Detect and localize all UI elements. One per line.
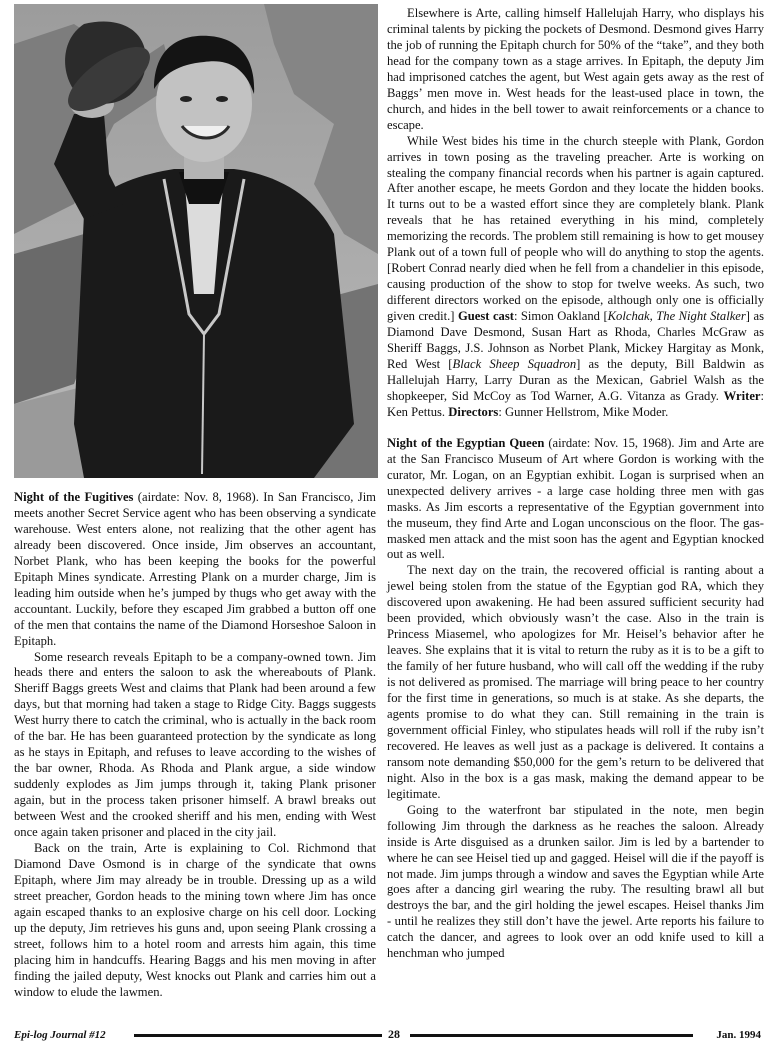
article-paragraph: Night of the Egyptian Queen (airdate: Nov. 15, 1968). Jim and Arte are at the San Francisco Museum of Art where Gordon is working with the curator, Mr. Logan, on an Egyptian exhibit. Logan is surprised when an unexpected delivery arrives - a large case holding three men with gas masks. As Jim escorts a representative of the Egyptian government into the museum, they find Arte and Logan unconscious on the floor. The gas-masked men attack and the mist soon has the agent and Egyptian knocked out as well. — [387, 435, 764, 562]
article-paragraph: Going to the waterfront bar stipulated in the note, men begin following Jim through the darkness as he reaches the saloon. Already inside is Arte disguised as a drunken sailor. Jim is led by a bartender to where he can see Heisel tied up and gagged. Heisel will die if the payoff is not made. Jim jumps through a window and saves the Egyptian while Arte goes after a dancing girl wearing the ruby. The resulting brawl all but destroys the bar, and the girl holding the jewel escapes. Heisel thanks Jim - until he realizes they still don’t have the jewel. Arte reports his failure to catch the dancer, and agrees to look over an odd knife used to kill a henchman who jumped — [387, 802, 764, 961]
credits-label: Writer — [723, 388, 761, 403]
page-number: 28 — [388, 1027, 400, 1041]
paragraph-gap — [387, 421, 764, 436]
footer-rule — [134, 1034, 382, 1037]
article-paragraph: Elsewhere is Arte, calling himself Hallelujah Harry, who displays his criminal talents by picking the pockets of Desmond. Desmond gives Harry the job of running the Epitaph church for 50% of the “take”, and they both head for the company town as a stage arrives. In Epitaph, the deputy Jim had imprisoned catches the agent, but West again gets away as the rest of Baggs’ men move in. West heads for the least-used place in town, the church, and hides in the bell tower to await reinforcements or a chance to escape. — [387, 6, 764, 132]
article-paragraph: The next day on the train, the recovered official is ranting about a jewel being stolen from the statue of the Egyptian god RA, which they discovered upon awakening. He had been assured sufficient security had been provided, which obviously wasn’t the case. Also in the train is Princess Miasemel, who apologizes for Mr. Heisel’s behavior after he leaves. She explains that it is vital to return the ruby as it is to be a gift to the family of her future husband, who will call off the wedding if the ruby is not delivered as promised. The marriage will bring peace to her country for the first time in generations, so much is at stake. As she departs, the agents promise to do what they can. Still remaining in the train is government official Finley, who stipulates heads will roll if the ruby isn’t recovered. He leaves as well just as a package is delivered. It contains a ransom note demanding $50,000 for the gem’s return to be delivered that night. Also in the box is a gas mask, making the demand appear to be legitimate. — [387, 563, 764, 801]
show-title: Black Sheep Squadron — [452, 356, 577, 371]
article-paragraph: Night of the Fugitives (airdate: Nov. 8, 1968). In San Francisco, Jim meets another Secret Service agent who has been observing a syndicate warehouse. West enters alone, not realizing that the other agent has already been discovered. Once inside, Jim observes an accountant, Norbet Plank, who has been keeping the books for the powerful Epitaph Mines syndicate. Arresting Plank on a murder charge, Jim is leading him outside when he’s jumped by thugs who get away with the accountant. Luckily, before they escaped Jim grabbed a button off one of the men that contains the name of the Diamond Horseshoe Saloon in Epitaph. — [14, 490, 376, 648]
episode-title: Night of the Fugitives — [14, 490, 134, 504]
article-paragraph: While West bides his time in the church steeple with Plank, Gordon arrives in town posing as the traveling preacher. Arte is working on stealing the company financial records when his partner is again captured. After another escape, he meets Gordon and they locate the hidden books. It turns out to be a wasted effort since they are completely blank. Plank reveals that he has retained everything in his mind, completely memorizing the records. The problem still remaining is how to get mousey Plank out of a town full of people who will do anything to stop the agents. [Robert Conrad nearly died when he fell from a chandelier in this episode, causing production of the show to stop for twelve weeks. As such, two different directors worked on the episode, although only one is officially given credit.] Guest cast: Simon Oakland [Kolchak, The Night Stalker] as Diamond Dave Desmond, Susan Hart as Rhoda, Charles McGraw as Sheriff Baggs, J.S. Johnson as Norbet Plank, Mickey Hargitay as Monk, Red West [Black Sheep Squadron] as the deputy, Bill Baldwin as Hallelujah Harry, Larry Duran as the Mexican, Gabriel Walsh as the shopkeeper, Sid McCoy as Tod Warner, A.G. Vitanza as Grady. Writer: Ken Pettus. Directors: Gunner Hellstrom, Mike Moder. — [387, 133, 764, 419]
episode-title: Night of the Egyptian Queen — [387, 435, 545, 450]
left-column — [14, 490, 376, 1001]
right-column — [387, 6, 764, 962]
show-title: Kolchak, The Night Stalker — [607, 309, 746, 324]
portrait-photo-icon — [14, 4, 378, 478]
article-paragraph: Back on the train, Arte is explaining to Col. Richmond that Diamond Dave Osmond is in charge of the syndicate that owns Epitaph, where Jim may already be in trouble. Dressing up as a wild street preacher, Gordon heads to the mining town where Jim has once again escaped thanks to an explosive charge on his cell door. Locking up the deputy, Jim retrieves his guns and, upon seeing Plank crossing a street, follows him to a hotel room and arrests him again, this time placing him in handcuffs. Hearing Baggs and his men moving in after finding the jailed deputy, West knocks out Plank and carries him out a window to elude the lawmen. — [14, 840, 376, 999]
article-paragraph: Some research reveals Epitaph to be a company-owned town. Jim heads there and enters the saloon to ask the whereabouts of Plank. Sheriff Baggs greets West and claims that Plank had been around a few days, but that morning had taken a stage to Ridge City. Baggs suggests West hurry there to catch the criminal, who is actually in the back room of the bar. He has been guaranteed protection by the syndicate as long as he stays in Epitaph, and refuses to leave according to the wishes of the bar owner, Rhoda. As Rhoda and Plank argue, a side window suddenly explodes as Jim jumps through it, taking Plank prisoner again, but in the process taken prisoner himself. A brawl breaks out between West and the crooked sheriff and his men, ending with West once again taken prisoner and placed in the city jail. — [14, 649, 376, 840]
portrait-photo — [14, 4, 378, 478]
footer-rule — [410, 1034, 693, 1037]
credits-label: Guest cast — [457, 309, 514, 324]
issue-date: Jan. 1994 — [716, 1029, 761, 1041]
credits-label: Directors — [448, 404, 499, 419]
page-footer — [14, 1027, 761, 1043]
journal-name: Epi-log Journal #12 — [14, 1029, 106, 1041]
